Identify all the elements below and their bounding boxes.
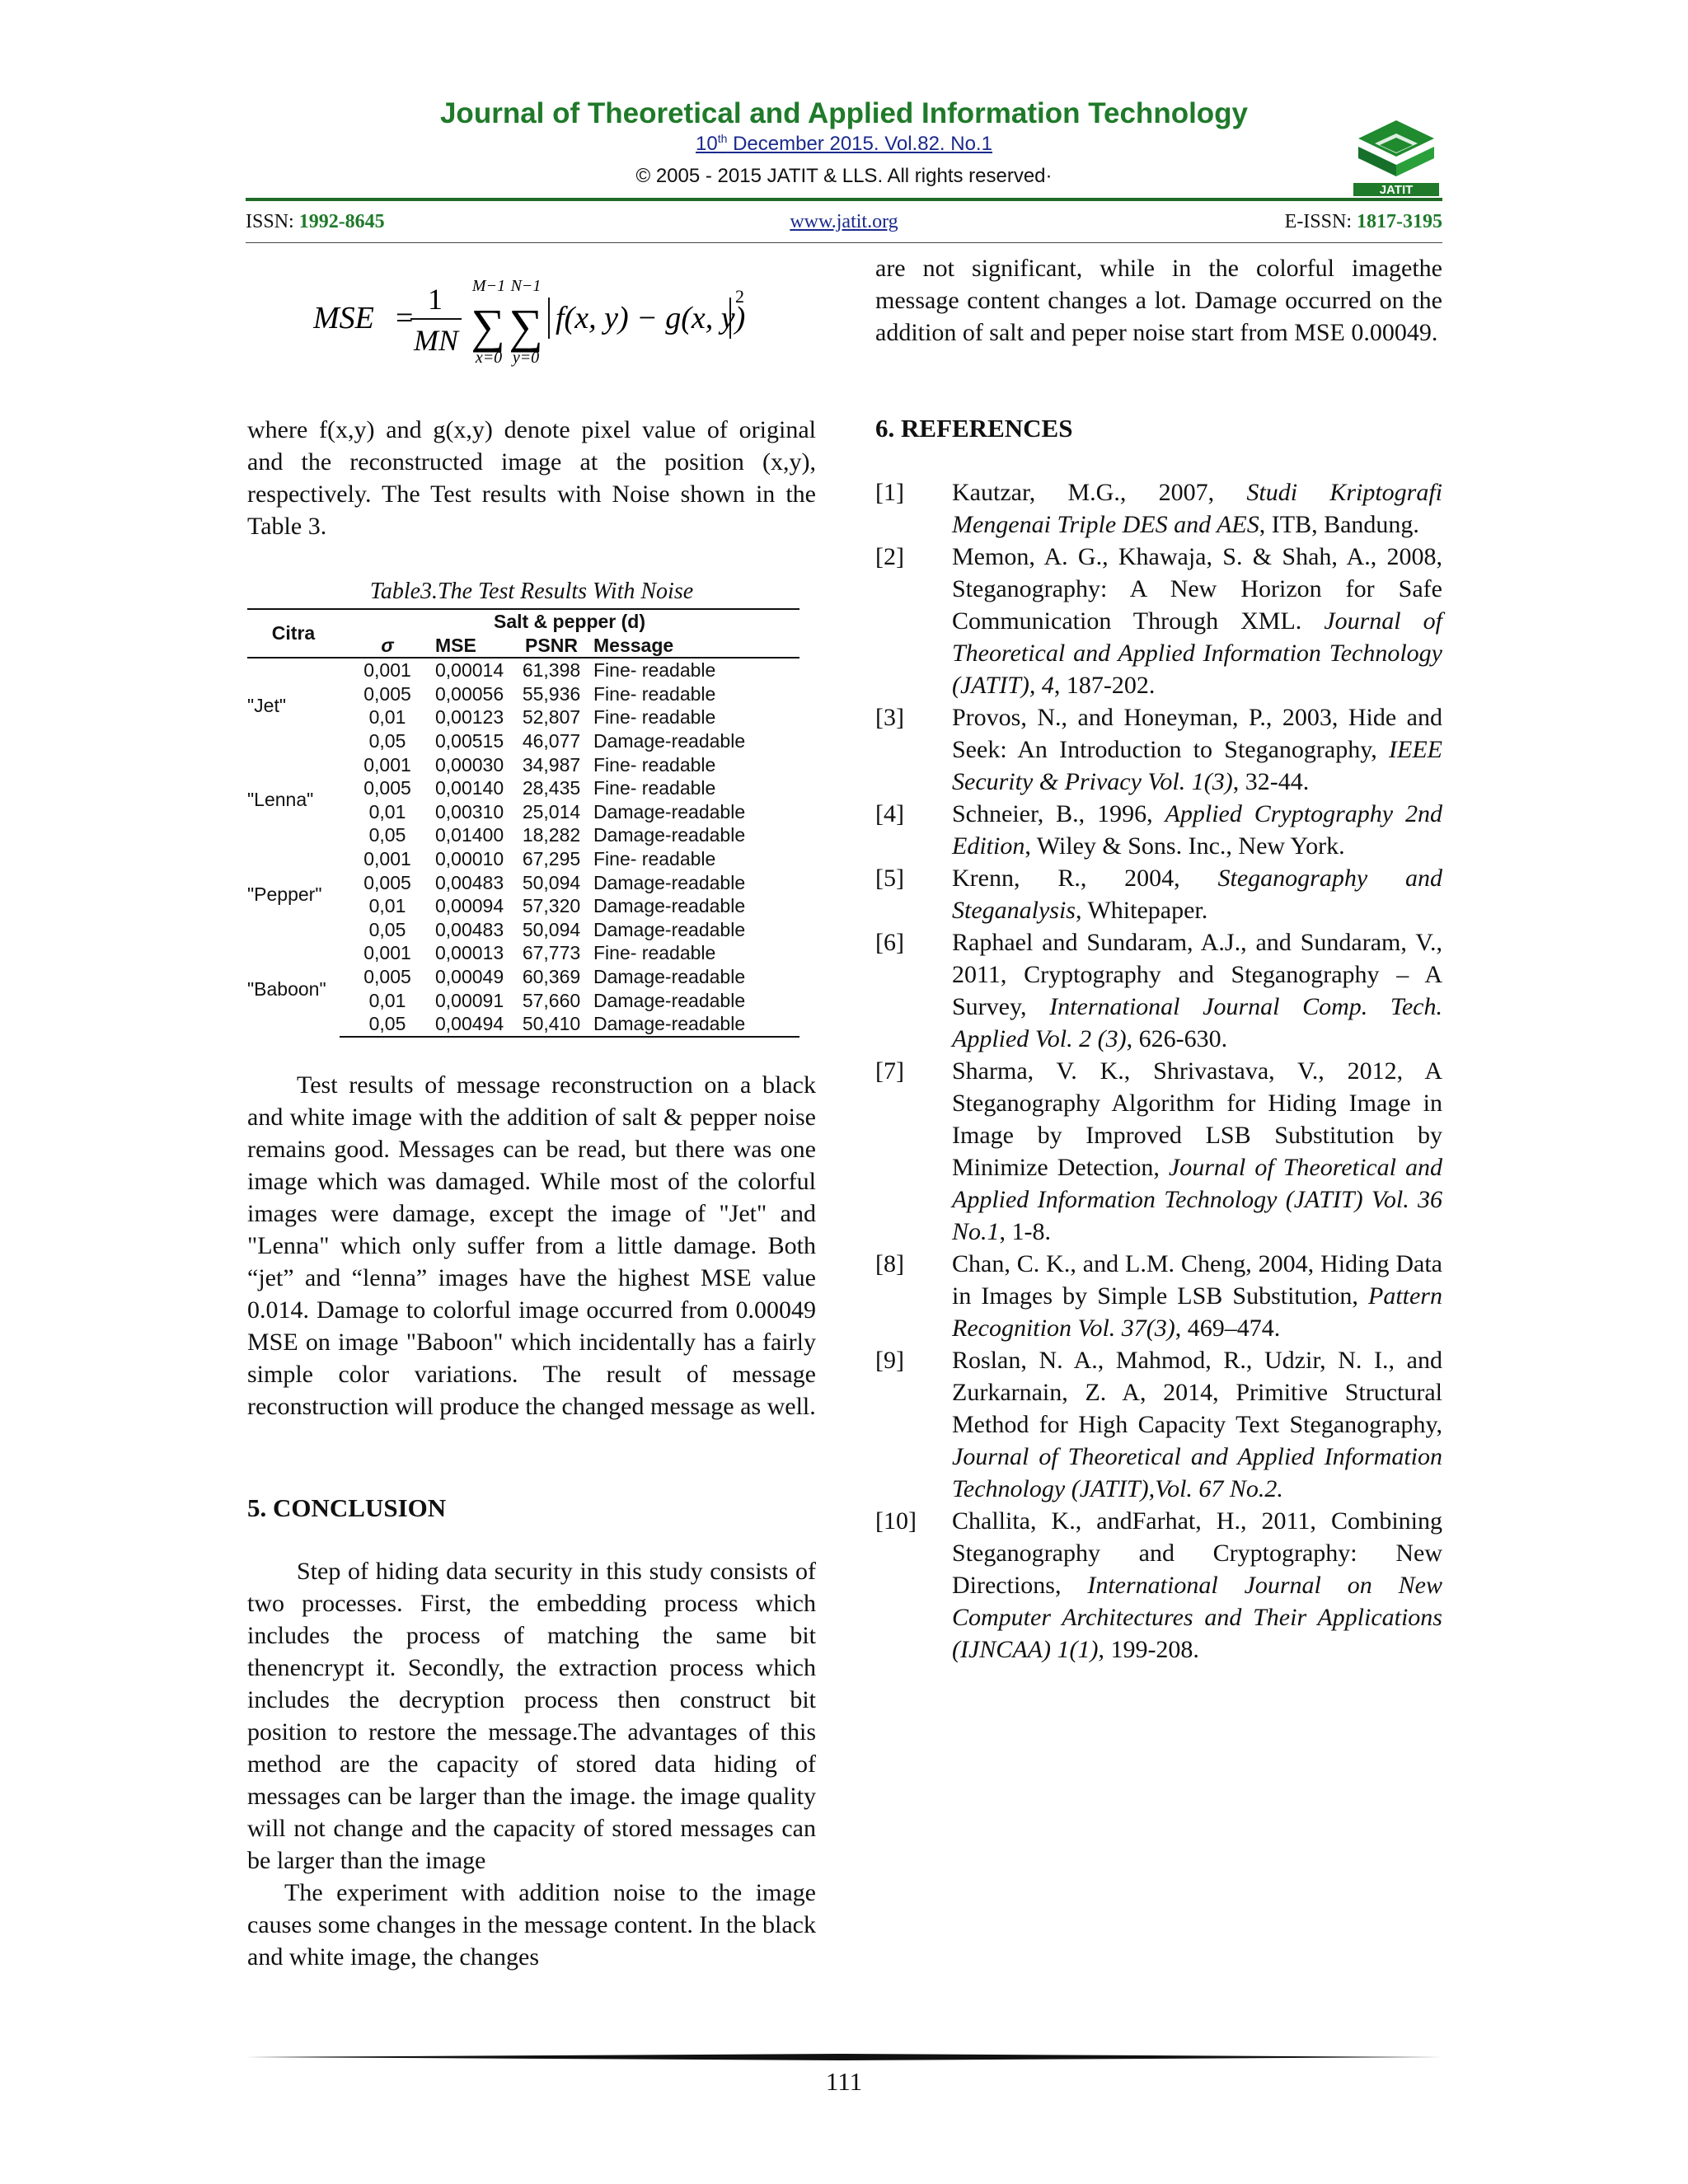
reference-text [952,798,1442,862]
psnr-cell: 57,320 [522,895,581,917]
sigma-cell: 0,05 [368,824,406,846]
svg-text:y=0: y=0 [512,349,540,367]
sigma-cell: 0,05 [340,1012,435,1037]
psnr-cell: 67,295 [522,847,581,869]
message-cell: Fine- readable [593,777,716,799]
reference-plain: , 626-630. [1126,1025,1228,1052]
eissn: E-ISSN: 1817-3195 [1284,211,1442,232]
reference-number: [10] [875,1507,917,1535]
mse-cell: 0,00140 [435,777,504,799]
reference-item [875,862,1442,926]
psnr-cell: 57,660 [522,989,581,1011]
reference-item [875,926,1442,1055]
svg-text:JATIT: JATIT [1379,183,1414,197]
sigma-cell: 0,001 [363,847,411,869]
reference-plain: Schneier, B., 1996, [952,800,1165,827]
reference-text [952,1344,1442,1505]
mse-cell: 0,00483 [435,918,504,940]
reference-number: [5] [875,865,904,892]
image-name-cell: "Baboon" [247,977,326,1000]
mse-cell: 0,00091 [435,989,504,1011]
mse-cell: 0,00483 [435,871,504,893]
message-cell: Damage-readable [593,871,746,893]
conclusion-heading: 5. CONCLUSION [247,1493,447,1522]
reference-number: [7] [875,1057,904,1085]
reference-item [875,1248,1442,1344]
reference-text [952,1505,1442,1666]
message-cell: Damage-readable [587,1012,799,1037]
psnr-cell: 55,936 [522,682,581,705]
reference-italic: Studi Kriptografi Mengenai Triple DES and AES [952,479,1443,538]
reference-plain: Krenn, R., 2004, [952,865,1218,892]
reference-plain: 199-208. [1104,1636,1199,1663]
reference-plain: , Whitepaper. [1076,897,1208,924]
svg-text:2: 2 [735,286,744,307]
svg-text:x=0: x=0 [475,349,503,367]
sigma-cell: 0,005 [363,682,411,705]
sigma-cell: 0,01 [368,895,406,917]
table-row [247,847,799,871]
reference-item [875,1505,1442,1666]
message-cell: Fine- readable [593,942,716,964]
jatit-logo [1350,114,1442,198]
left-paragraph-2: Test results of message reconstruction on a black and white image with the addition of salt & pepper noise remains good. Messages can be read, but there was one image which was damaged. While most of the colorful images were damage, except the image of "Jet" and "Lenna" which only suffer from a little damage. Both “jet” and “lenna” images have the highest MSE value 0.014. Damage to colorful image occurred from 0.00049 MSE on image "Baboon" which incidentally has a fairly simple color variations. The result of message reconstruction will produce the changed message as well. [247,1071,816,1420]
reference-number: [2] [875,543,904,570]
copyright-notice: © 2005 - 2015 JATIT & LLS. All rights reserved· [635,165,1053,187]
references-heading: 6. REFERENCES [875,414,1073,443]
reference-italic: Journal of Theoretical and Applied Information Technology (JATIT), 4 [952,607,1442,699]
footer-rule [246,2054,1442,2060]
reference-text [952,1055,1442,1248]
message-cell: Fine- readable [593,706,716,729]
conclusion-section [247,1492,816,1524]
header-mse: MSE [435,634,516,658]
reference-text [952,862,1442,926]
reference-italic: International Journal on New Computer Architectures and Their Applications (IJNCAA) 1(1), [952,1572,1442,1663]
header-rule [246,198,1442,201]
image-name-cell: "Pepper" [247,883,322,905]
mse-cell: 0,01400 [435,824,504,846]
reference-number: [4] [875,800,904,827]
sigma-cell: 0,001 [363,942,411,964]
reference-italic: Journal of Theoretical and Applied Information Technology (JATIT),Vol. 67 No.2. [952,1443,1442,1502]
sigma-cell: 0,05 [368,918,406,940]
psnr-cell: 50,410 [516,1012,587,1037]
psnr-cell: 61,398 [522,659,581,682]
reference-plain: Kautzar, M.G., 2007, [952,479,1247,506]
references-list [875,476,1442,1666]
mse-cell: 0,00013 [435,942,504,964]
reference-item [875,1344,1442,1505]
reference-plain: Memon, A. G., Khawaja, S. & Shah, A., 2008, Steganography: A New Horizon for Safe Communication Through XML. [952,543,1442,635]
reference-plain: Roslan, N. A., Mahmod, R., Udzir, N. I., and Zurkarnain, Z. A, 2014, Primitive Structural Method for High Capacity Text Steganography, [952,1347,1442,1438]
psnr-cell: 18,282 [522,824,581,846]
reference-item [875,476,1442,541]
mse-cell: 0,00010 [435,847,504,869]
psnr-cell: 50,094 [522,918,581,940]
reference-plain: , 1-8. [999,1218,1052,1245]
reference-italic: Pattern Recognition Vol. 37(3) [952,1282,1442,1342]
psnr-cell: 46,077 [522,729,581,752]
conclusion-text: Step of hiding data security in this study consists of two processes. First, the embedding process which includes the process of matching the same bit thenencrypt it. Secondly, the extraction process which includes the decryption process then construct bit position to restore the message.The advantages of this method are the capacity of stored data hiding of messages can be larger than the image. the image quality will not change and the capacity of stored messages can be larger than the image The experiment with addition noise to the image causes some changes in the message content. In the black and white image, the changes [247,1558,816,1971]
sigma-cell: 0,01 [368,989,406,1011]
reference-plain: , 187-202. [1053,672,1156,699]
psnr-cell: 60,369 [522,965,581,987]
right-paragraph-top: are not significant, while in the colorful imagethe message content changes a lot. Damage occurred on the addition of salt and peper noise start from MSE 0.00049. [875,255,1442,346]
references-section [875,412,1442,444]
header-citra: Citra [247,609,340,658]
mse-cell: 0,00494 [435,1012,516,1037]
reference-plain: , 469–474. [1175,1315,1281,1342]
svg-text:∑: ∑ [471,299,505,353]
reference-text [952,701,1442,798]
header-divider [246,242,1442,243]
message-cell: Damage-readable [593,729,746,752]
left-paragraph-1: where f(x,y) and g(x,y) denote pixel value of original and the reconstructed image at the position (x,y), respectively. The Test results with Noise shown in the Table 3. [247,416,816,540]
issn-row [246,211,1442,236]
reference-italic: Journal of Theoretical and Applied Information Technology (JATIT) Vol. 36 No.1 [952,1154,1443,1245]
sigma-cell: 0,01 [368,706,406,729]
svg-text:MN: MN [414,324,458,357]
psnr-cell: 28,435 [522,777,581,799]
sigma-cell: 0,01 [368,800,406,823]
reference-plain: Chan, C. K., and L.M. Cheng, 2004, Hiding Data in Images by Simple LSB Substitution, [952,1250,1442,1310]
sigma-cell: 0,005 [363,777,411,799]
svg-text:MSE: MSE [313,301,374,335]
reference-item [875,541,1442,701]
reference-plain: Raphael and Sundaram, A.J., and Sundaram, V., 2011, Cryptography and Steganography – A Survey, [952,929,1442,1020]
reference-number: [6] [875,929,904,956]
reference-text [952,926,1442,1055]
sigma-cell: 0,005 [363,965,411,987]
message-cell: Damage-readable [593,800,746,823]
sigma-cell: 0,05 [368,729,406,752]
issn: ISSN: 1992-8645 [246,211,385,232]
reference-plain: , 32-44. [1232,768,1310,795]
reference-text [952,541,1442,701]
reference-number: [9] [875,1347,904,1374]
mse-cell: 0,00310 [435,800,504,823]
mse-cell: 0,00049 [435,965,504,987]
message-cell: Damage-readable [593,895,746,917]
message-cell: Damage-readable [593,918,746,940]
psnr-cell: 67,773 [522,942,581,964]
image-name-cell: "Lenna" [247,789,314,811]
reference-text [952,1248,1442,1344]
message-cell: Fine- readable [593,659,716,682]
svg-text:=: = [396,301,414,335]
svg-text:M−1: M−1 [471,277,506,295]
svg-text:1: 1 [428,283,443,316]
reference-item [875,701,1442,798]
message-cell: Damage-readable [593,824,746,846]
reference-italic: Applied Cryptography 2nd Edition [952,800,1443,860]
psnr-cell: 50,094 [522,871,581,893]
mse-equation [313,268,775,375]
reference-plain: , Wiley & Sons. Inc., New York. [1025,832,1345,860]
journal-title: Journal of Theoretical and Applied Information Technology [439,97,1249,129]
reference-plain: Sharma, V. K., Shrivastava, V., 2012, A Steganography Algorithm for Hiding Image in Image by Improved LSB Substitution by Minimize Detection, [952,1057,1442,1181]
table-row [247,658,799,682]
image-name-cell: "Jet" [247,695,287,717]
reference-plain: , ITB, Bandung. [1259,511,1419,538]
reference-item [875,1055,1442,1248]
psnr-cell: 34,987 [522,753,581,776]
message-cell: Damage-readable [593,965,746,987]
reference-text [952,476,1442,541]
reference-plain: Provos, N., and Honeyman, P., 2003, Hide and Seek: An Introduction to Steganography, [952,704,1442,763]
sigma-cell: 0,005 [363,871,411,893]
reference-item [875,798,1442,862]
results-table [247,608,799,1038]
svg-text:∑: ∑ [509,299,543,353]
message-cell: Fine- readable [593,753,716,776]
header-salt-pepper: Salt & pepper (d) [340,609,799,634]
reference-number: [3] [875,704,904,731]
reference-italic: Steganography and Steganalysis [952,865,1442,924]
sigma-cell: 0,001 [363,753,411,776]
table-caption: Table3.The Test Results With Noise [369,579,694,604]
message-cell: Fine- readable [593,847,716,869]
website-link[interactable]: www.jatit.org [790,211,898,232]
reference-plain: Challita, K., andFarhat, H., 2011, Combining Steganography and Cryptography: New Directions, [952,1507,1442,1599]
reference-number: [1] [875,479,904,506]
reference-number: [8] [875,1250,904,1277]
header-message: Message [587,634,799,658]
mse-cell: 0,00014 [435,659,504,682]
svg-text:f(x, y) − g(x, y): f(x, y) − g(x, y) [556,301,746,335]
reference-italic: International Journal Comp. Tech. Applied Vol. 2 (3) [952,993,1442,1052]
message-cell: Fine- readable [593,682,716,705]
mse-cell: 0,00056 [435,682,504,705]
psnr-cell: 52,807 [522,706,581,729]
svg-text:N−1: N−1 [510,277,542,295]
psnr-cell: 25,014 [522,800,581,823]
mse-cell: 0,00515 [435,729,504,752]
sigma-cell: 0,001 [363,659,411,682]
header-psnr: PSNR [516,634,587,658]
mse-cell: 0,00094 [435,895,504,917]
journal-issue: 10th December 2015. Vol.82. No.1 [696,132,992,155]
mse-cell: 0,00030 [435,753,504,776]
table-row [247,941,799,965]
reference-italic: IEEE Security & Privacy Vol. 1(3) [952,736,1442,795]
message-cell: Damage-readable [593,989,746,1011]
table-row [247,753,799,777]
mse-cell: 0,00123 [435,706,504,729]
header-sigma: σ [340,634,435,658]
page-number: 111 [825,2067,863,2096]
